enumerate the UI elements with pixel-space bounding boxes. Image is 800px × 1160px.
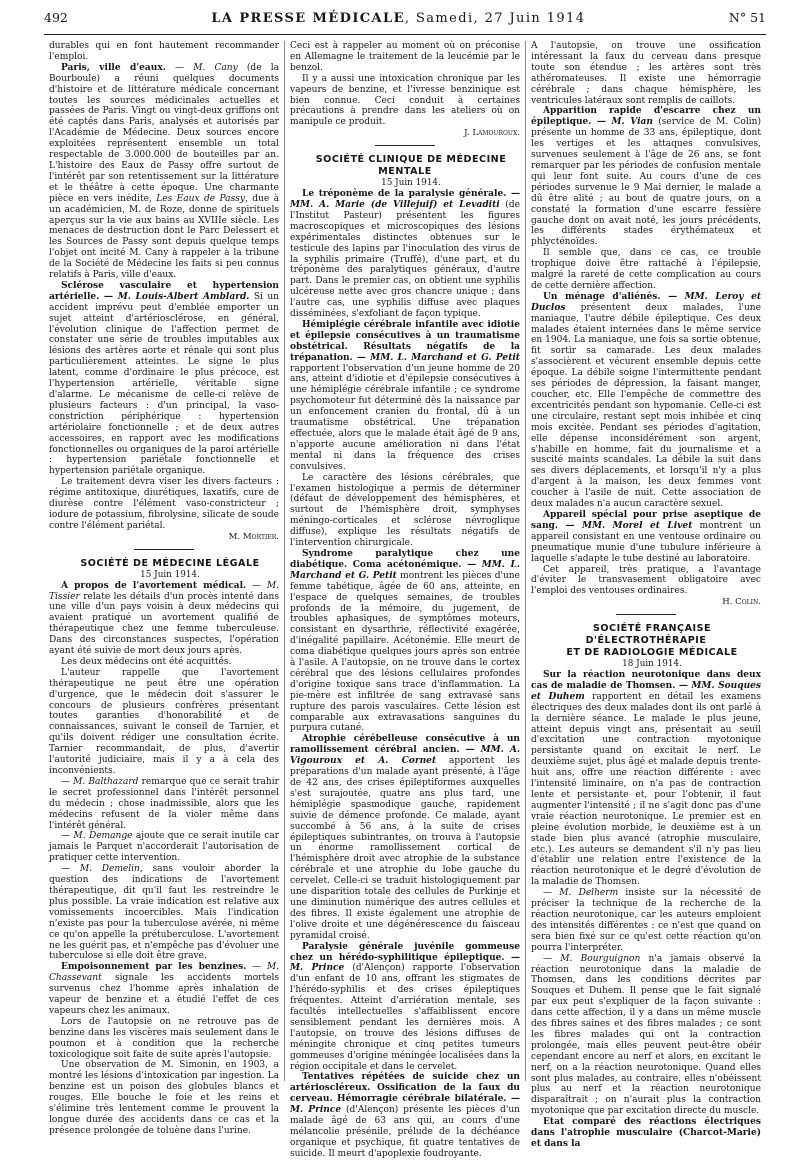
author: — M. Louis-Albert Amblard. [99,291,250,302]
paragraph: Il semble que, dans ce cas, ce trouble trophique doive être rattaché à l'épilepsie, malgré la rareté de cette complication au cours de cette dernière affection. [531,248,761,291]
section-divider [375,145,435,146]
article-heading: Un ménage d'aliénés. [543,291,661,302]
author: — M. Prince [290,952,520,974]
text: , sans vouloir aborder la question des indications de l'avortement thérapeutique, dit qu'il faut les restreindre le plus possible. La vraie indication est relative aux vomissements incoercibles. Mais l'indication n'existe pas pour la tuberculose avérée, ni même ce qu'on appelle la prétuberculose. L'avortement ne les guérit pas, et n'empêche pas d'évoluer une tuberculose si elle doit être grave. [49,864,280,962]
paragraph [531,292,761,510]
author: — MM. L. Marchand et G. Petit [290,559,521,581]
column-1 [44,41,284,1136]
section-title: SOCIÉTÉ CLINIQUE DE MÉDECINE MENTALE [315,154,507,178]
author: — M. Prince [290,1094,520,1116]
article-heading: Atrophie cérébelleuse consécutive à un ramollissement cérébral ancien. [290,734,520,756]
signature: J. Lamouroux. [464,128,520,139]
signature: H. Colin. [722,597,761,608]
paragraph [49,581,279,657]
article-heading: Hémiplégie cérébrale infantile avec idiotie et épilepsie consécutives à un traumatisme obstétrical. Résultats négatifs de la trépanation. [290,319,520,363]
text: rapportent l'observation d'un jeune homme de 20 ans, atteint d'idiotie et d'épilepsie consécutives à une hémiplégie cérébrale infantile ; ce syndrome psychomoteur fut déterminé dès la naissance par un enfoncement cranien du frontal, dû à un traumatisme obstétrical. Une trépanation effectuée, alors que le malade était âgé de 9 ans, n'apporte aucune amélioration ni dans l'état mental ni dans la fréquence des crises convulsives. [290,363,520,472]
text: insiste sur la nécessité de préciser la technique de la recherche de la réaction neurotonique, car les auteurs emploient des intensités différentes : ce n'est que quand on sera bien fixé sur ce qu'est cette réaction qu'on pourra l'interpréter. [531,888,761,953]
article-heading: A propos de l'avortement médical. [61,580,247,591]
paragraph [49,864,279,962]
paragraph: Les deux médecins ont été acquittés. [61,656,232,667]
text: n'a jamais observé la réaction neurotonique dans la maladie de Thomsen, dans les conditions décrites par Souques et Duhem. Il pense que le fait signalé par eux peut s'expliquer de la façon suivante : dans cette affection, il y a dans un même muscle des fibres saines et des fibres malades ; ce sont les fibres malades qui ont la contraction prolongée, mais elles peuvent peut-être obéir cependant encore au nerf et alors, en excitant le nerf, on a la réaction neurotonique. Quand elles sont plus malades, au contraire, elles n'obéissent plus au nerf et la réaction neurotonique disparaîtrait ; on n'aurait plus la contraction myotonique que par excitation directe du muscle. [531,953,761,1117]
paragraph: L'auteur rappelle que l'avortement thérapeutique ne peut être une opération d'urgence, que le médecin doit s'assurer le concours de plusieurs confrères présentant toutes garanties d'honorabilité et de connaissances, suivant le conseil de Tarnier, et qu'ils doivent rédiger une consultation écrite. Tarnier recommandait, de plus, d'avertir l'autorité judiciaire, mais il y a à cela des inconvénients. [49,667,279,776]
text: (de la Bourboule) a réuni quelques documents d'histoire et de littérature médicale concernant toutes les sources médicinales actuelles et passées de Paris. Vingt ou vingt-deux griffons ont été captés dans Paris, analysés et autorisés par l'Académie de Médecine. Deux sources encore exploitées représentent ensemble un total respectable de 3.000.000 de bouteilles par an. L'histoire des Eaux de Passy offre surtout de l'intérêt par son retentissement sur la littérature et le théâtre à cette époque. Une charmante pièce en vers inédite, [49,62,279,204]
author: — M. Vian [591,117,653,128]
author: — MM. A. Vigouroux et A. Cornet [290,745,521,767]
text: apportent les préparations d'un malade ayant présenté, à l'âge de 42 ans, des crises épileptiformes auxquelles s'est surajoutée, quatre ans plus tard, une hémiplégie spasmodique gauche, rapidement suivie de démence profonde. Ce malade, ayant succombé à 56 ans, à la suite de crises épileptiques subintrantes, on trouva à l'autopsie un énorme ramollissement cortical de l'hémisphère droit avec atrophie de la substance cérébrale et une atrophie du lobe gauche du cervelet. Celle-ci se traduit histologiquement par une disparition totale des cellules de Purkinje et une diminution numérique des autres cellules et des fibres. Il existe également une atrophie de l'olive droite et une dégénérescence du faisceau pyramidal croisé. [290,756,520,941]
work-title: Les Eaux de Passy [156,193,245,204]
text: présentent deux malades, l'une maniaque, l'autre débile épileptique. Ces deux malades étaient internées dans le même service en 1904. La maniaque, une fois sa sortie obtenue, fit sortir sa camarade. Les deux malades s'associèrent et vécurent ensemble depuis cette époque. La débile soigne l'intermittente pendant ses périodes de dépression, la faisant manger, coucher, etc. Elle l'empêche de commettre des excentricités pendant son hypomanie. Celle-ci est une circulaire, restant sept mois inhibée et cinq mois excitée. Pendant ses périodes d'agitation, elle dépense inconsidérément son argent, s'habille en homme, fait du journalisme et a suscité maints scandales. La débile la suit dans ses divers déplacements, et lorsqu'il n'y a plus d'argent à la maison, les deux femmes vont coucher à l'asile de nuit. Cette association de deux malades n'a aucun caractère sexuel. [531,302,761,510]
article-heading: Apparition rapide d'escarre chez un épileptique. [531,106,761,128]
section-date: 15 Juin 1914. [381,178,441,189]
article-columns [44,41,766,1159]
author: — M. Delherm [543,888,619,899]
section-divider [134,549,194,550]
author: — MM. Leroy et Duclos [531,291,762,313]
signature: M. Mortier. [228,531,279,542]
section-date: 18 Juin 1914. [622,659,682,670]
text: rapportent en détail les examens électriques des deux malades dont ils ont parlé à la dernière séance. Le malade le plus jeune, atteint depuis vingt ans, présentait au seuil d'excitation une contraction myotonique persistante quand on excitait le nerf. Le deuxième sujet, plus âgé et malade depuis trente-huit ans, offre une réaction différente : avec l'intensité liminaire, on n'a pas de contraction lente et persistante et, pour l'obtenir, il faut augmenter l'intensité ; il ne s'agit donc pas d'une vraie réaction neurotonique. Le premier est en pleine évolution morbide, le deuxième est à un stade bien plus avancé (atrophie musculaire, etc.). Les auteurs se demandent s'il n'y pas lieu d'établir une relation entre l'existence de la réaction neurotonique et le degré d'évolution de la maladie de Thomsen. [531,691,761,888]
author: — M. Cany [165,62,247,73]
text: remarque que ce serait trahir le secret professionnel dans l'intérêt personnel du médecin ; chose inadmissible, alors que les médecins refusent de la violer même dans l'intérêt général. [49,776,279,831]
paragraph [531,1117,761,1150]
paragraph [290,1072,520,1159]
text: signale les accidents mortels survenus chez l'homme après inhalation de vapeur de benzine et a étudié l'effet de ces vapeurs chez les animaux. [49,973,279,1016]
journal-name: LA PRESSE MÉDICALE [211,11,405,26]
column-2 [284,41,525,1159]
paragraph [49,831,279,864]
paragraph [290,320,520,473]
text: ajoute que ce serait inutile car jamais le Parquet n'accorderait l'autorisation de pratiquer cette intervention. [49,831,279,864]
paragraph [531,510,761,565]
paragraph [49,777,279,832]
author: — MM. A. Marie (de Villejuif) et Levaditi [290,189,520,210]
paragraph [531,670,761,888]
paragraph: A l'autopsie, on trouve une ossification intéressant la faux du cerveau dans presque toute son étendue ; les artères sont très athéromateuses. Il existe une hémorragie cérébrale ; dans chaque hémisphère, les ventricules latéraux sont remplis de caillots. [531,41,761,106]
article-heading: Empoisonnement par les benzines. [61,962,247,973]
paragraph [531,954,761,1118]
author: — MM. L. Marchand et G. Petit [352,352,520,363]
article-heading: Paralysie générale juvénile gommeuse chez un hérédo-syphilitique épileptique. [290,941,520,963]
paragraph: Ceci est à rappeler au moment où on préconise en Allemagne le traitement de la leucémie par le benzol. [290,41,520,73]
author: — M. Balthazard [61,776,139,787]
issue-date: , Samedi, 27 Juin 1914 [404,11,586,26]
text: (d'Alençon) rapporte l'observation d'un enfant de 10 ans, offrant les stigmates de l'hérédo-syphilis et des crises épileptiques fréquentes. Atteint d'arriération mentale, ses facultés intellectuelles s'affaiblissent encore sensiblement pendant les dernières mois. A l'autopsie, on trouve des lésions diffuses de méningite chronique et cinq petites tumeurs gommeuses d'origine méningée localisées dans la région occipitale et dans le cervelet. [290,963,520,1072]
paragraph [290,734,520,941]
text: montrent un appareil consistant en une ventouse ordinaire ou pneumatique munie d'une tubulure inférieure à laquelle s'adapte le tube destiné au laboratoire. [531,520,761,564]
text: , due à un académicien, M. de Roze, donne de spirituels aperçus sur la vie aux bains au XVIIIe siècle. Les menaces de destruction dont le Parc Delessert et les Sources de Passy sont depuis quelque temps l'objet ont incité M. Cany à rappeler à la tribune de la Société de Médecine les faits si peu connus relatifs à Paris, ville d'eaux. [49,193,279,281]
text: relate les détails d'un procès intenté dans une ville d'un pays voisin à deux médecins qui avaient pratiqué un avortement qualifié de thérapeutique chez une femme tuberculeuse. Dans des circonstances suspectes, l'opération ayant été suivie de mort deux jours après. [49,591,279,657]
paragraph [49,962,279,1017]
text: montrent les pièces d'une femme tabétique, âgée de 60 ans, atteinte, en l'espace de quelques semaines, de troubles profonds de la mémoire, du jugement, de troubles aphasiques, de symptômes moteurs, consistant en dysarthrie, réflectivité exagérée, d'inégalité papillaire. Acétonémie. Elle meurt de coma diabétique quelques jours après son entrée à l'asile. A l'autopsie, on ne trouve dans le cortex cérébral que des lésions cellulaires profondes d'origine toxique sans trace d'inflammation. La pie-mère est infiltrée de sang extravasé sans rupture des parois vasculaires. Cette lésion est comparable aux extravasations sanguines du purpura cutané. [290,570,520,734]
paragraph [290,942,520,1073]
article-heading: Tentatives répétées de suicide chez un artérioscléreux. Ossification de la faux du cerveau. Hémorragie cérébrale bilatérale. [290,1072,520,1105]
paragraph: Le caractère des lésions cérébrales, que l'examen histologique a permis de déterminer (défaut de développement des hémisphères, et surtout de l'hémisphère droit, symphyses méningo-corticales et sclérose névroglique diffuse), explique les résultats négatifs de l'intervention chirurgicale. [290,472,520,549]
author: — M. Demelin [61,864,140,875]
page-number: 492 [44,10,68,25]
paragraph: Lors de l'autopsie on ne retrouve pas de benzine dans les viscères mais seulement dans le poumon et à condition que la recherche toxicologique soit faite de suite après l'autopsie. [49,1016,279,1060]
paragraph: durables qui en font hautement recommander l'emploi. [49,41,279,62]
article-heading: Appareil spécial pour prise aseptique de sang. [531,509,761,531]
section-title: SOCIÉTÉ DE MÉDECINE LÉGALE [80,557,260,569]
paragraph: Une observation de M. Simonin, en 1903, a montré les lésions d'intoxication par ingestion. La benzine est un poison des globules blancs et rouges. Elle bouche le foie et les reins et s'élimine très lentement comme le prouvent la longue durée des accidents dans ce cas et la présence prolongée de toluène dans l'urine. [49,1060,279,1136]
paragraph [290,549,520,734]
issue-number: N° 51 [728,10,766,25]
paragraph: Cet appareil, très pratique, a l'avantage d'éviter le transvasement obligatoire avec l'emploi des ventouses ordinaires. [531,564,761,597]
journal-title [211,11,585,26]
paragraph [531,888,761,953]
section-title-line-2: ET DE RADIOLOGIE MÉDICALE [566,647,738,659]
paragraph [49,281,279,477]
author: — M. Chassevant [49,962,279,984]
section-title: SOCIÉTÉ FRANÇAISE D'ÉLECTROTHÉRAPIE [585,623,712,647]
article-heading: Syndrome paralytique chez une diabétique. Coma acétonémique. [290,548,520,570]
article-heading: Sur la réaction neurotonique dans deux cas de maladie de Thomsen. [531,670,761,691]
page-header [44,10,766,35]
paragraph [531,106,761,248]
article-heading: Etat comparé des réactions électriques dans l'atrophie musculaire (Charcot-Marie) et dans la [531,1117,761,1149]
paragraph [49,63,279,281]
article-heading: Paris, ville d'eaux. [61,62,166,73]
paragraph: Il y a aussi une intoxication chronique par les vapeurs de benzine, et l'ivresse benzinique est bien connue. Ceci conduit à certaines précautions à prendre dans les ateliers où on manipule ce produit. [290,73,520,128]
text: (de l'Institut Pasteur) présentent les figures macroscopiques et microscopiques des lésions expérimentales distinctes obtenues sur le testicule des lapins par l'inoculation des virus de la syphilis primaire (Truffé), d'une part, et du tréponème des paralytiques généraux, d'autre part. Dans le premier cas, on obtient une syphilis ulcéreuse nette avec gros chancre unique ; dans l'autre cas, une syphilis diffuse avec plaques disséminées, s'exfoliant de façon typique. [290,199,520,320]
paragraph: Le traitement devra viser les divers facteurs : régime antitoxique, diurétiques, laxatifs, cure de diurèse contre l'élément vaso-constricteur ; iodure de potassium, fibrolysine, silicate de soude contre l'élément pariétal. [49,477,279,531]
article-heading: Le tréponème de la paralysie générale. [302,189,507,200]
text: (d'Alençon) présente les pièces d'un malade âgé de 63 ans qui, au cours d'une mélancolie présénile, prélude de la déchéance organique et psychique, fit quatre tentatives de suicide. Il meurt d'apoplexie foudroyante. [290,1105,520,1159]
section-divider [616,614,676,615]
author: — MM. Souques et Duhem [531,680,761,702]
text: Si un accident imprévu peut d'emblée emporter un sujet atteint d'artériosclérose, en général, l'évolution clinique de l'affection permet de constater une série de troubles imputables aux lésions des artères aorte et rénale qui sont plus particulièrement atteintes. Le signe le plus latent, comme d'ordinaire le plus précoce, est l'hypertension artérielle, véritable signe d'alarme. Le mécanisme de celle-ci relève de plusieurs facteurs : d'un principal, la vaso-constriction périphérique : hypertension artériolaire fonctionnelle ; et de deux autres accessoires, en rapport avec les modifications fonctionnelles ou organiques de la paroi artérielle : hypertension pariétale fonctionnelle et hypertension pariétale organique. [49,291,279,477]
column-3 [525,41,766,1149]
text: (service de M. Colin) présente un homme de 33 ans, épileptique, dont les vertiges et les attaques convulsives, survenues seulement à l'âge de 26 ans, se font remarquer par les périodes de confusion mentale qui leur font suite. Au cours d'une de ces périodes survenue le 9 Mai dernier, le malade a dû être alité ; au bout de quatre jours, on a constaté la formation d'une escarre fessière gauche dont on avait noté, les jours précédents, les différents stades érythémateux et phlycténoïdes. [531,117,761,248]
author: — M. Bourguignon [543,953,641,964]
author: — MM. Morel et Livet [558,520,693,531]
author: — M. Demange [61,831,133,842]
article-heading: Sclérose vasculaire et hypertension artérielle. [49,280,279,302]
paragraph [290,189,520,320]
author: — M. Tissier [49,580,279,602]
section-date: 15 Juin 1914. [140,569,200,580]
